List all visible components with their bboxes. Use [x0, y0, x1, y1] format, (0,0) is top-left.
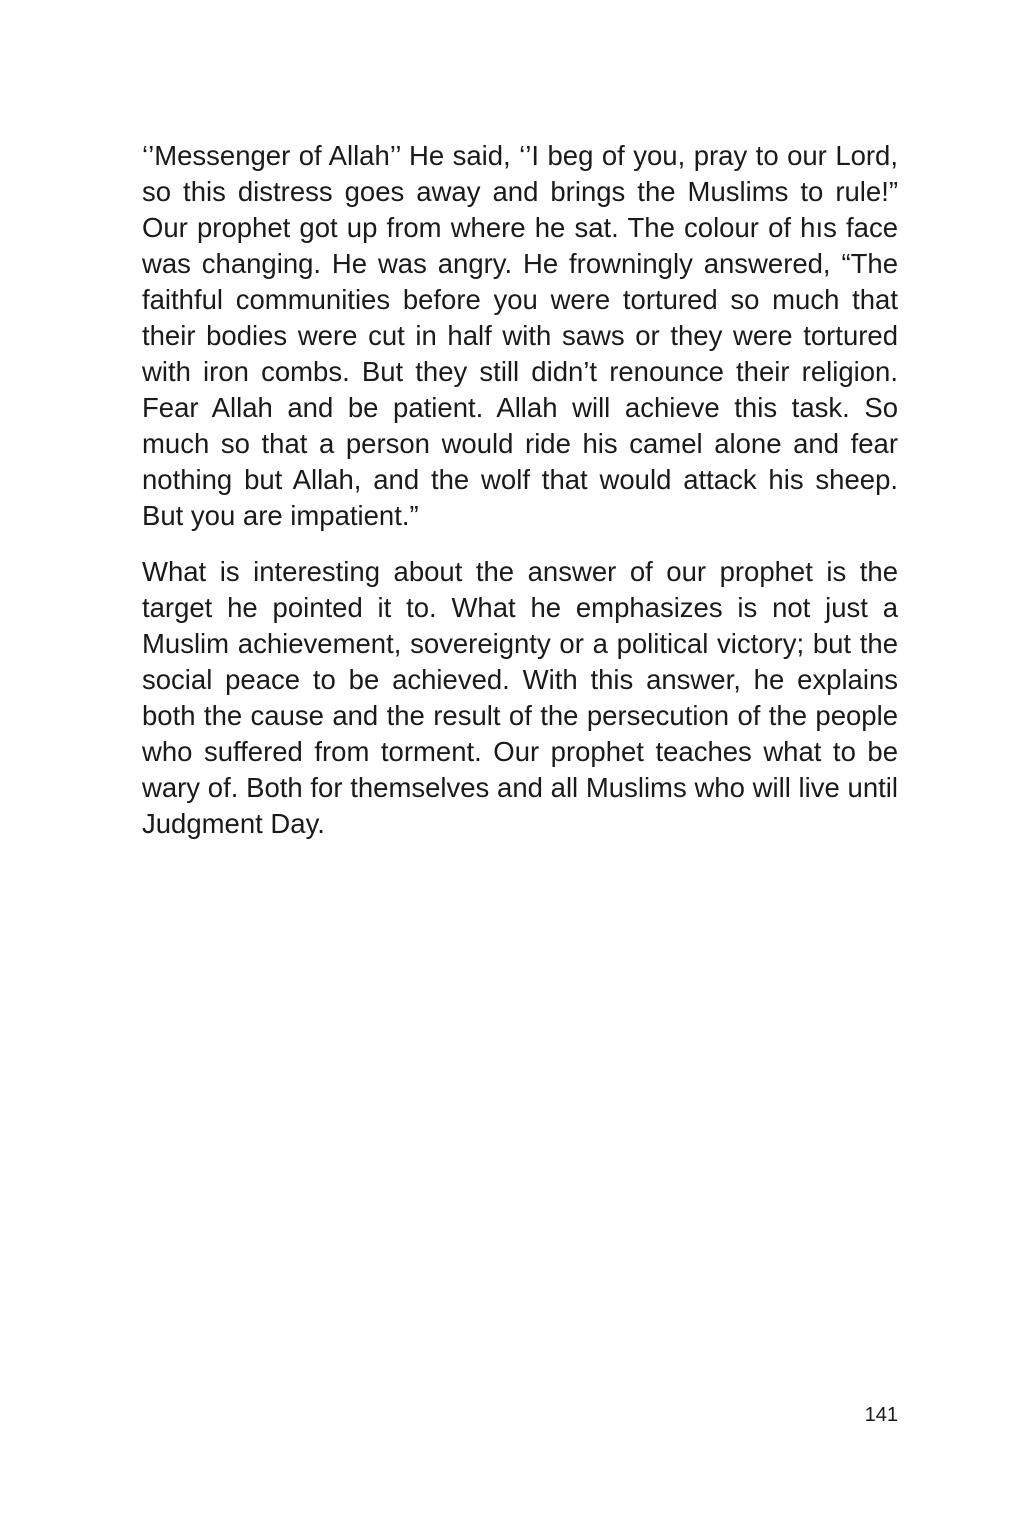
- paragraph-hadith-quote: ‘’Messenger of Allah’’ He said, ‘’I beg of you, pray to our Lord, so this distress goes away and brings the Muslims to rule!” Our prophet got up from where he sat. The colour of hıs face was changing. He was angry. He frowningly answered, “The faithful communities before you were tortured so much that their bodies were cut in half with saws or they were tortured with iron combs. But they still didn’t renounce their religion. Fear Allah and be patient. Allah will achieve this task. So much so that a person would ride his camel alone and fear nothing but Allah, and the wolf that would attack his sheep. But you are impatient.”: [142, 140, 898, 531]
- body-text: [142, 138, 898, 842]
- page-number: 141: [864, 1404, 898, 1426]
- paragraph-commentary: What is interesting about the answer of our prophet is the target he pointed it to. What he emphasizes is not just a Muslim achievement, sovereignty or a political victory; but the social peace to be achieved. With this answer, he explains both the cause and the result of the persecution of the people who suffered from torment. Our prophet teaches what to be wary of. Both for themselves and all Muslims who will live until Judgment Day.: [142, 556, 898, 839]
